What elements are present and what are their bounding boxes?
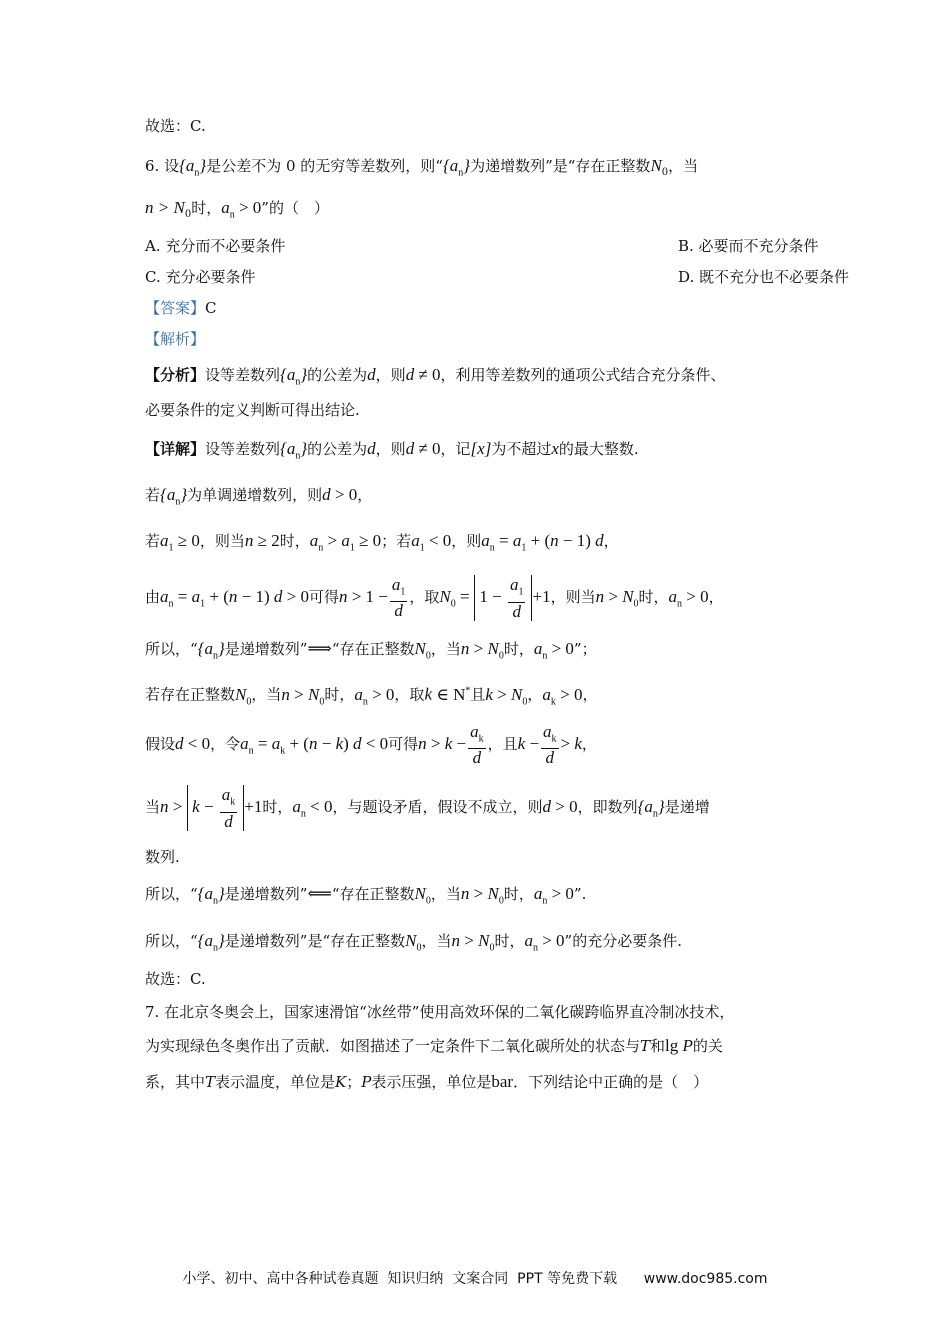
question-7-line-2: 为实现绿色冬奥作出了贡献．如图描述了一定条件下二氧化碳所处的状态与T和lg P的关 — [145, 1036, 723, 1055]
question-6-stem: 6. 设$\{a_n\}$是公差不为 0 的无穷等差数列，则“$\{a_n\}$为递增数列”是“存在正整数$N_0$，当 — [145, 156, 699, 179]
xiangjie-line: 【详解】设等差数列$\{a_n\}$的公差为d，则d ≠ 0，记[x]为不超过x的最大整数. — [145, 439, 639, 462]
proof-line-1: 若$\{a_n\}$为单调递增数列，则d > 0， — [145, 485, 373, 508]
proof-line-6: 假设d < 0，令$a_n = a_k + (n - k) d < 0$可得n > k − $\frac{a_k}{d}$ ，且k − $\frac{a_k}{d}$ > k， — [145, 721, 597, 768]
option-c[interactable]: C. 充分必要条件 — [145, 268, 256, 286]
proof-line-7: 当n > k − $\frac{a_k}{d}$ +1时，$a_n < 0$，与题设矛盾，假设不成立，则d > 0，即数列$\{a_n\}$是递增 — [145, 785, 710, 831]
answer-line — [145, 297, 890, 319]
option-row-1 — [145, 235, 890, 257]
analysis-tag-line — [145, 328, 890, 350]
proof-line-3: 由$a_n = a_1 + (n - 1) d > 0$可得n > 1 − $\frac{a_1}{d}$ ，取$N_0 = 1$ − $\frac{a_1}{d}$ +1，则当$n > N_0$时，$a_n > 0$， — [145, 574, 724, 621]
option-d[interactable]: D. 既不充分也不必要条件 — [678, 268, 850, 286]
option-a[interactable]: A. 充分而不必要条件 — [145, 237, 286, 255]
question-7-line-1: 7. 在北京冬奥会上，国家速滑馆“冰丝带”使用高效环保的二氧化碳跨临界直冷制冰技术， — [145, 1003, 735, 1021]
proof-line-2: 若$a_1 \ge 0$，则当n ≥ 2时，$a_n > a_1 \ge 0$；若$a_1 < 0$，则$a_n = a_1 + (n - 1)$ d， — [145, 531, 619, 554]
question-6-stem-cont: $n > N_0$时，$a_n > 0$”的（ ） — [145, 198, 329, 221]
proof-line-10: 所以，“$\{a_n\}$是递增数列”是“存在正整数$N_0$，当$n > N_0$时，$a_n > 0$”的充分必要条件. — [145, 931, 682, 954]
text-line: 故选：C. — [145, 970, 206, 988]
proof-line-8: 数列. — [145, 848, 180, 866]
analysis-tag: 【解析】 — [145, 330, 206, 348]
question-7-line-3: 系，其中T表示温度，单位是K；P表示压强，单位是bar．下列结论中正确的是（ ） — [145, 1072, 709, 1091]
proof-line-4: 所以，“$\{a_n\}$是递增数列”⟹“存在正整数$N_0$，当$n > N_0$时，$a_n > 0$”； — [145, 639, 597, 662]
answer-value: C — [205, 299, 217, 317]
option-row-2 — [145, 266, 890, 288]
option-b[interactable]: B. 必要而不充分条件 — [678, 237, 819, 255]
answer-tag: 【答案】 — [145, 299, 206, 317]
fenxi-line-1: 【分析】设等差数列$\{a_n\}$的公差为d，则d ≠ 0，利用等差数列的通项公式结合充分条件、 — [145, 365, 726, 388]
page-footer: 小学、初中、高中各种试卷真题 知识归纳 文案合同 PPT 等免费下载 www.doc985.com — [182, 1271, 768, 1287]
proof-line-5: 若存在正整数$N_0$，当$n > N_0$时，$a_n > 0$，取k ∈ N*且$k > N_0$，$a_k > 0$， — [145, 684, 598, 708]
fenxi-line-2: 必要条件的定义判断可得出结论. — [145, 401, 360, 419]
proof-line-9: 所以，“$\{a_n\}$是递增数列”⟸“存在正整数$N_0$，当$n > N_0$时，$a_n > 0$”. — [145, 884, 587, 907]
text-line: 故选：C. — [145, 117, 206, 135]
